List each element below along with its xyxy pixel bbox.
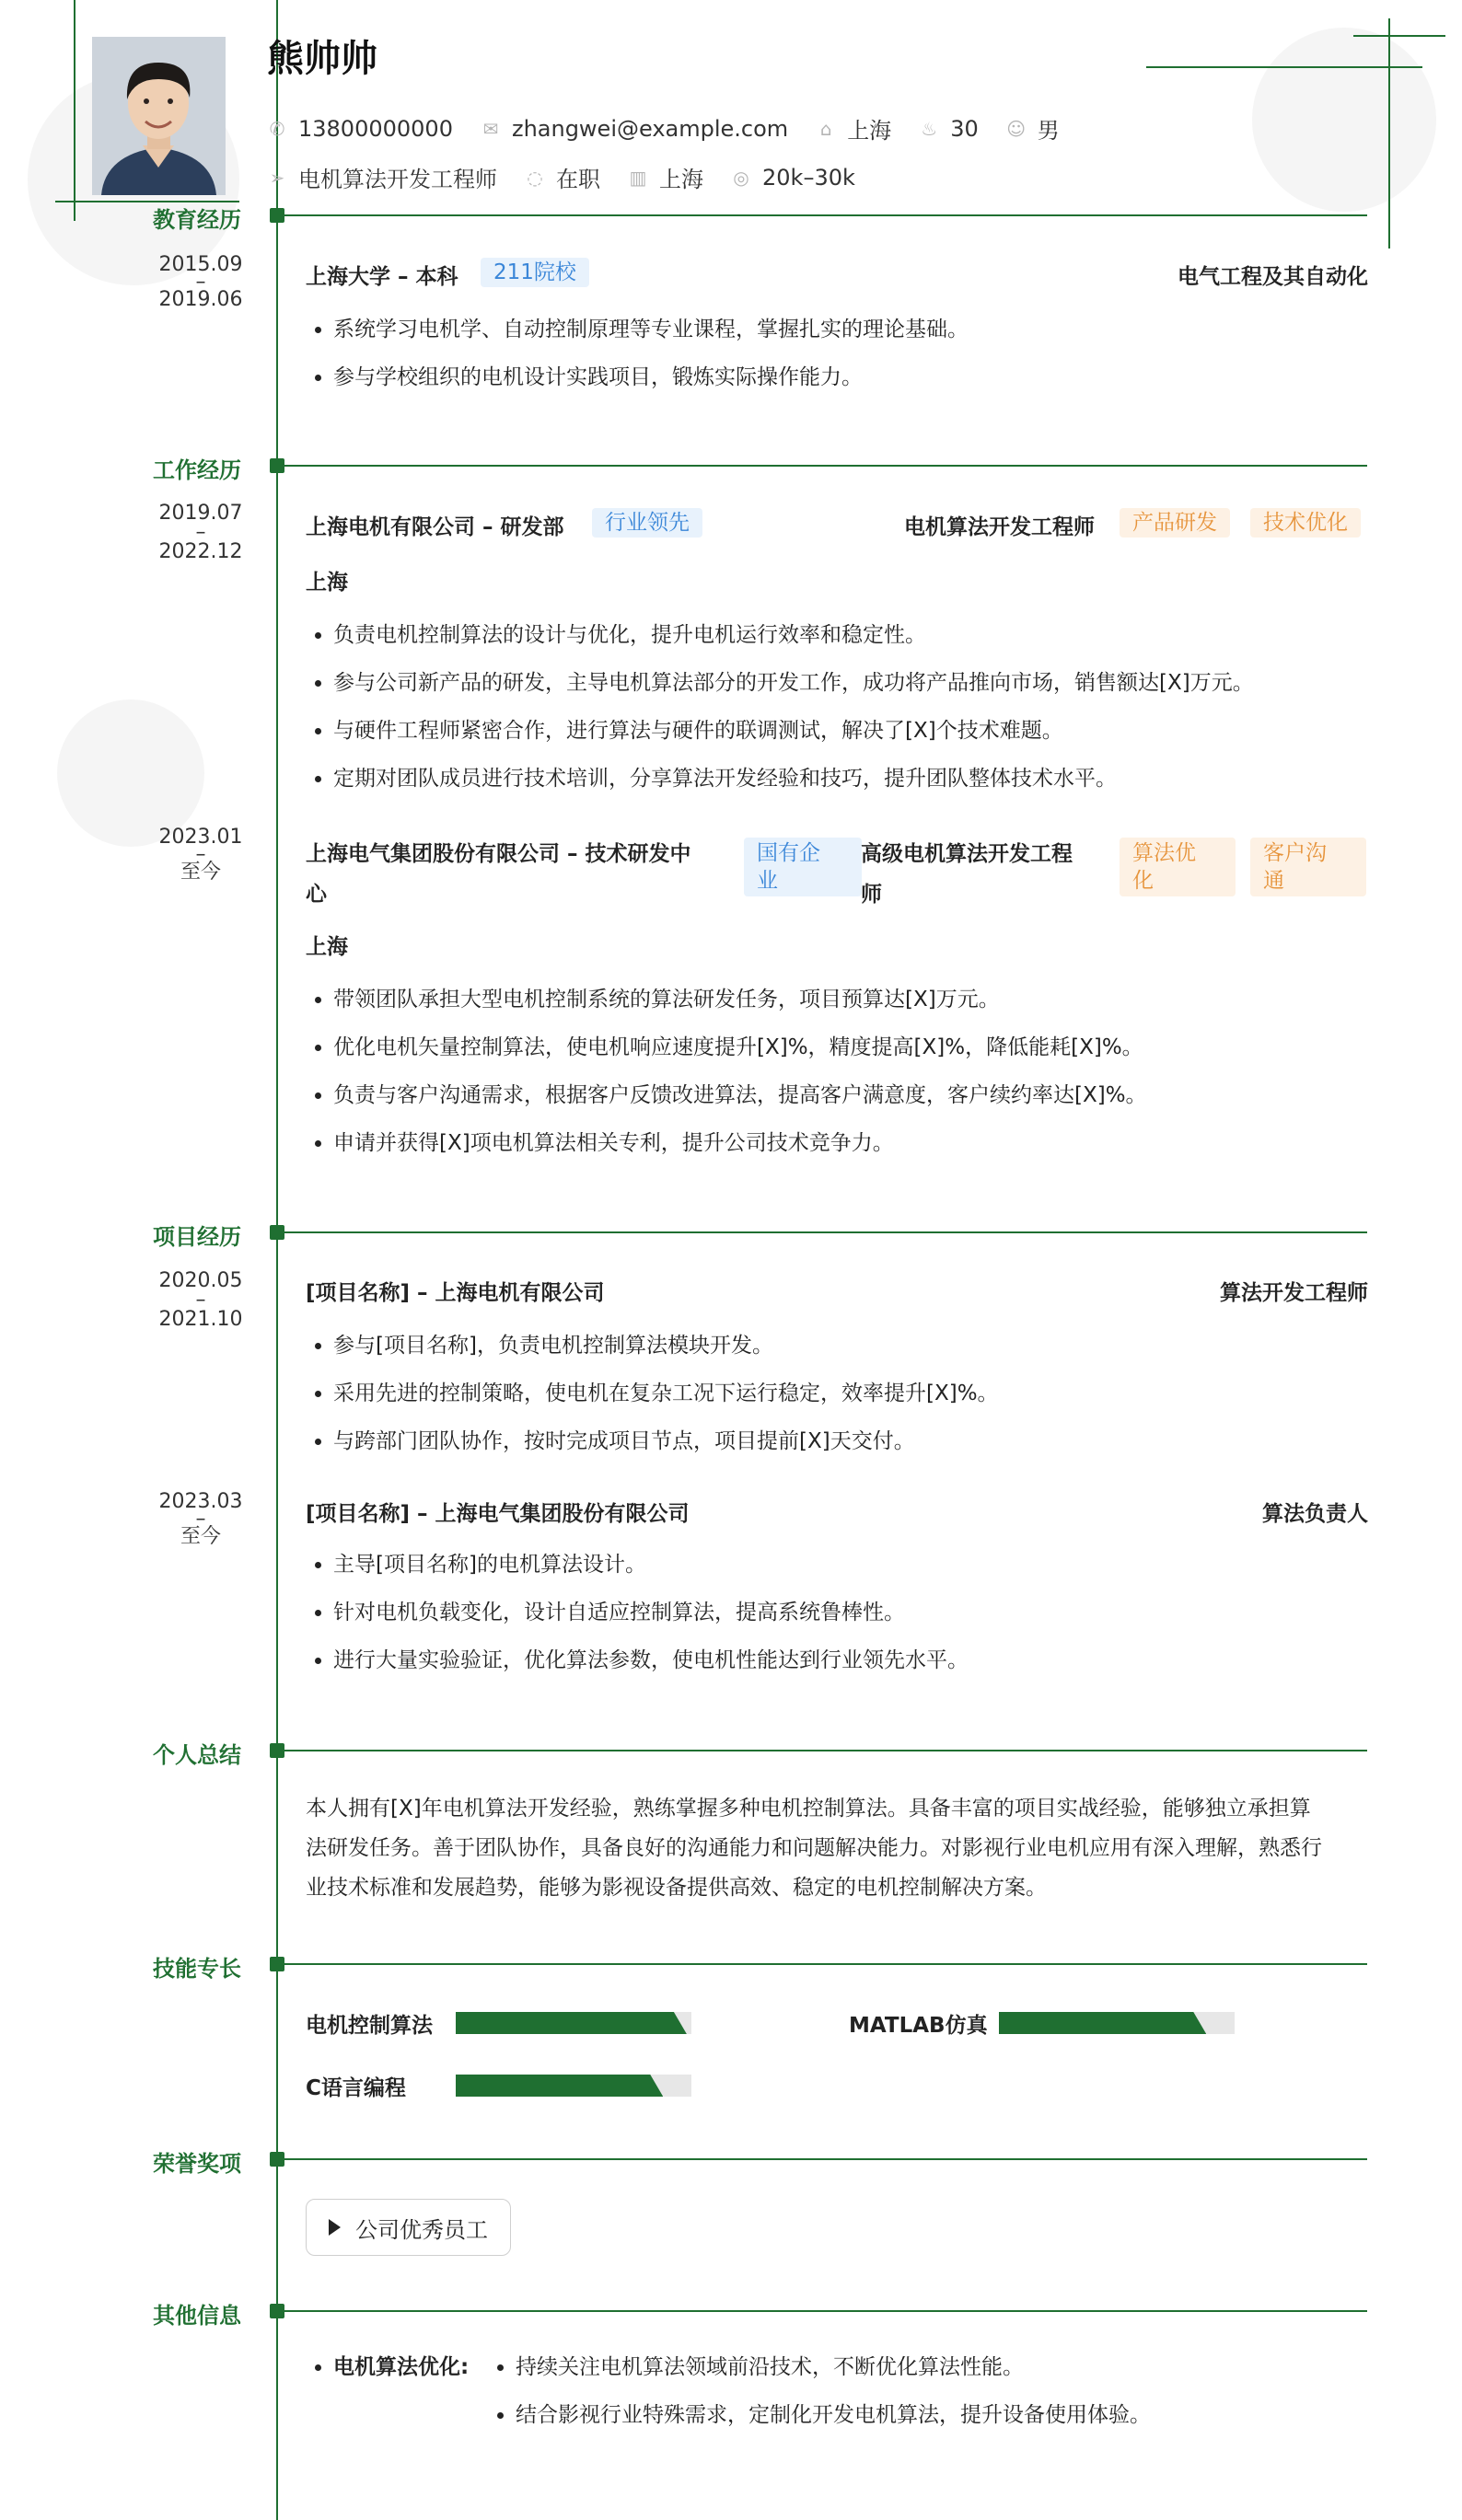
section-divider <box>278 214 1367 216</box>
status-value: 在职 <box>556 167 600 192</box>
project1-bullets <box>306 1322 999 1465</box>
skill-bar <box>456 2012 691 2034</box>
date-sep: – <box>195 271 206 294</box>
section-divider <box>278 1750 1367 1751</box>
gender-item <box>1006 112 1060 144</box>
work-city: 上海 <box>306 571 348 595</box>
summary-line: 法研发任务。善于团队协作，具备良好的沟通能力和问题解决能力。对影视行业电机应用有深入理解，熟悉行 <box>306 1836 1322 1860</box>
skill-name: MATLAB仿真 <box>849 2014 988 2038</box>
list-item: • 主导[项目名称]的电机算法设计。 <box>333 1541 969 1589</box>
section-divider <box>278 465 1367 467</box>
work1-date <box>138 503 263 563</box>
age-item <box>919 116 979 142</box>
list-item: • 负责与客户沟通需求，根据客户反馈改进算法，提高客户满意度，客户续约率达[X]%。 <box>333 1071 1147 1119</box>
summary-line: 业技术标准和发展趋势，能够为影视设备提供高效、稳定的电机控制解决方案。 <box>306 1876 1047 1900</box>
section-title-honors: 荣誉奖项 <box>153 2151 241 2177</box>
project1-date <box>138 1270 263 1331</box>
date-start: 2023.01 <box>158 826 243 849</box>
phone-icon: ✆ <box>269 117 285 140</box>
timeline-line <box>276 0 278 2520</box>
cake-icon: ♨ <box>921 117 938 140</box>
position-value: 电机算法开发工程师 <box>298 167 497 192</box>
decor-circle-mid <box>57 699 204 847</box>
section-title-skills: 技能专长 <box>153 1956 241 1982</box>
award-label: 公司优秀员工 <box>355 2216 488 2243</box>
other-sub-bullets <box>488 2343 1151 2439</box>
date-sep: – <box>195 1508 206 1531</box>
company-tag-line: 国有企 <box>757 841 820 865</box>
section-title-summary: 个人总结 <box>153 1742 241 1768</box>
section-title-other: 其他信息 <box>153 2303 241 2329</box>
list-item: • 与跨部门团队协作，按时完成项目节点，项目提前[X]天交付。 <box>333 1417 999 1465</box>
company-name <box>306 834 729 915</box>
decor-line <box>1353 35 1445 37</box>
list-item: • 优化电机矢量控制算法，使电机响应速度提升[X]%，精度提高[X]%，降低能耗[X]%。 <box>333 1023 1147 1071</box>
list-item: • 采用先进的控制策略，使电机在复杂工况下运行稳定，效率提升[X]%。 <box>333 1370 999 1417</box>
list-item: • 进行大量实验验证，优化算法参数，使电机性能达到行业领先水平。 <box>333 1636 969 1684</box>
salary-item <box>731 165 855 191</box>
company-tag-line: 业 <box>757 869 778 893</box>
role-tag-line: 客户沟 <box>1263 841 1327 865</box>
edu-bullets <box>306 306 969 401</box>
phone-value: 13800000000 <box>298 115 453 142</box>
status-icon: ◌ <box>527 166 543 189</box>
work2-date <box>138 827 263 884</box>
skill-bar <box>999 2012 1235 2034</box>
date-end: 至今 <box>180 861 221 884</box>
skill-name: 电机控制算法 <box>306 2014 433 2038</box>
date-end: 2019.06 <box>158 288 243 311</box>
work2-bullets <box>306 976 1147 1167</box>
role-tag <box>1250 838 1366 896</box>
skill-bar-fill <box>456 2012 687 2034</box>
decor-circle-right <box>1252 28 1436 212</box>
list-item: • 持续关注电机算法领域前沿技术，不断优化算法性能。 <box>516 2343 1151 2391</box>
list-item: • 参与公司新产品的研发，主导电机算法部分的开发工作，成功将产品推向市场，销售额达[X]万元。 <box>333 659 1254 707</box>
skill-bar <box>456 2075 691 2097</box>
section-marker <box>270 2152 284 2167</box>
award-badge <box>306 2199 511 2256</box>
city-value: 上海 <box>847 118 892 144</box>
contact-row <box>267 112 1087 144</box>
list-item: • 针对电机负载变化，设计自适应控制算法，提高系统鲁棒性。 <box>333 1589 969 1636</box>
list-item: • 负责电机控制算法的设计与优化，提升电机运行效率和稳定性。 <box>333 611 1254 659</box>
salary-value: 20k–30k <box>762 164 855 191</box>
decor-line <box>1388 18 1390 249</box>
company-name-line: 心 <box>306 883 327 907</box>
skill-bar-fill <box>999 2012 1206 2034</box>
role-tag-line: 算法优 <box>1132 841 1196 865</box>
mail-icon: ✉ <box>482 117 499 140</box>
send-icon: ➢ <box>269 166 285 189</box>
project-role: 算法开发工程师 <box>1220 1281 1368 1305</box>
company-tag: 行业领先 <box>592 508 702 538</box>
major: 电气工程及其自动化 <box>1178 265 1368 289</box>
date-start: 2019.07 <box>158 502 243 525</box>
role-tag-line: 通 <box>1263 869 1284 893</box>
list-item: • 与硬件工程师紧密合作，进行算法与硬件的联调测试，解决了[X]个技术难题。 <box>333 707 1254 755</box>
job-intent-row <box>267 161 883 193</box>
list-item: • 定期对团队成员进行技术培训，分享算法开发经验和技巧，提升团队整体技术水平。 <box>333 755 1254 803</box>
city-item <box>816 112 891 144</box>
gender-icon: ☺ <box>1006 117 1027 140</box>
coin-icon: ◎ <box>733 166 749 189</box>
school-name: 上海大学 – 本科 <box>306 265 458 289</box>
skill-name: C语言编程 <box>306 2076 406 2100</box>
job-role: 电机算法开发工程师 <box>904 515 1095 539</box>
project-name: [项目名称] – 上海电机有限公司 <box>306 1281 605 1305</box>
section-title-education: 教育经历 <box>153 207 241 233</box>
project-name: [项目名称] – 上海电气集团股份有限公司 <box>306 1502 690 1526</box>
company-tag <box>744 838 862 896</box>
position-item <box>267 161 497 193</box>
job-role <box>861 834 1091 915</box>
list-item: • 参与学校组织的电机设计实践项目，锻炼实际操作能力。 <box>333 353 969 401</box>
full-name: 熊帅帅 <box>267 38 377 80</box>
home-icon: ⌂ <box>819 117 832 140</box>
section-marker <box>270 1743 284 1758</box>
list-item: • 参与[项目名称]，负责电机控制算法模块开发。 <box>333 1322 999 1370</box>
list-item: • 电机算法优化: <box>333 2343 609 2391</box>
role-tag-line: 化 <box>1132 869 1154 893</box>
list-item: • 申请并获得[X]项电机算法相关专利，提升公司技术竞争力。 <box>333 1119 1147 1167</box>
section-marker <box>270 208 284 223</box>
project2-bullets <box>306 1541 969 1684</box>
list-item: • 结合影视行业特殊需求，定制化开发电机算法，提升设备使用体验。 <box>516 2391 1151 2439</box>
section-marker <box>270 1957 284 1971</box>
email-value: zhangwei@example.com <box>511 115 789 142</box>
section-marker <box>270 1225 284 1240</box>
date-end: 至今 <box>180 1525 221 1548</box>
avatar-image <box>92 37 226 195</box>
section-marker <box>270 2304 284 2318</box>
section-title-work: 工作经历 <box>153 457 241 483</box>
section-title-project: 项目经历 <box>153 1224 241 1250</box>
section-divider <box>278 2158 1367 2160</box>
date-start: 2023.03 <box>158 1490 243 1513</box>
date-start: 2015.09 <box>158 253 243 276</box>
role-tag <box>1120 838 1236 896</box>
work-city: 上海 <box>306 935 348 959</box>
section-marker <box>270 458 284 473</box>
section-divider <box>278 2310 1367 2312</box>
avatar <box>92 37 226 195</box>
date-sep: – <box>195 843 206 866</box>
date-sep: – <box>195 521 206 544</box>
skill-bar-fill <box>456 2075 663 2097</box>
date-end: 2021.10 <box>158 1308 243 1331</box>
school-tag: 211院校 <box>481 258 589 287</box>
age-value: 30 <box>950 115 979 142</box>
project-role: 算法负责人 <box>1262 1502 1368 1526</box>
decor-line <box>74 0 75 221</box>
project2-date <box>138 1491 263 1548</box>
date-start: 2020.05 <box>158 1269 243 1292</box>
section-divider <box>278 1231 1367 1233</box>
status-item <box>525 161 600 193</box>
company-name: 上海电机有限公司 – 研发部 <box>306 515 564 539</box>
gender-value: 男 <box>1037 118 1060 144</box>
building-icon: ▥ <box>629 166 647 189</box>
email-item <box>481 116 788 142</box>
list-item: • 系统学习电机学、自动控制原理等专业课程，掌握扎实的理论基础。 <box>333 306 969 353</box>
company-name-line: 上海电气集团股份有限公司 – 技术研发中 <box>306 842 691 866</box>
role-tag: 技术优化 <box>1250 508 1361 538</box>
role-tag: 产品研发 <box>1120 508 1230 538</box>
target-city-item <box>628 161 703 193</box>
list-item: • 带领团队承担大型电机控制系统的算法研发任务，项目预算达[X]万元。 <box>333 976 1147 1023</box>
decor-line <box>1146 66 1422 68</box>
summary-line: 本人拥有[X]年电机算法开发经验，熟练掌握多种电机控制算法。具备丰富的项目实战经验，能够独立承担算 <box>306 1797 1311 1821</box>
section-divider <box>278 1963 1367 1965</box>
date-end: 2022.12 <box>158 540 243 563</box>
phone-item <box>267 116 453 142</box>
target-city-value: 上海 <box>659 167 703 192</box>
work1-bullets <box>306 611 1254 803</box>
play-icon <box>329 2219 341 2236</box>
job-role-line: 师 <box>861 883 882 907</box>
edu-date <box>138 254 263 311</box>
job-role-line: 高级电机算法开发工程 <box>861 842 1073 866</box>
summary-text <box>306 1789 1367 1908</box>
date-sep: – <box>195 1289 206 1312</box>
